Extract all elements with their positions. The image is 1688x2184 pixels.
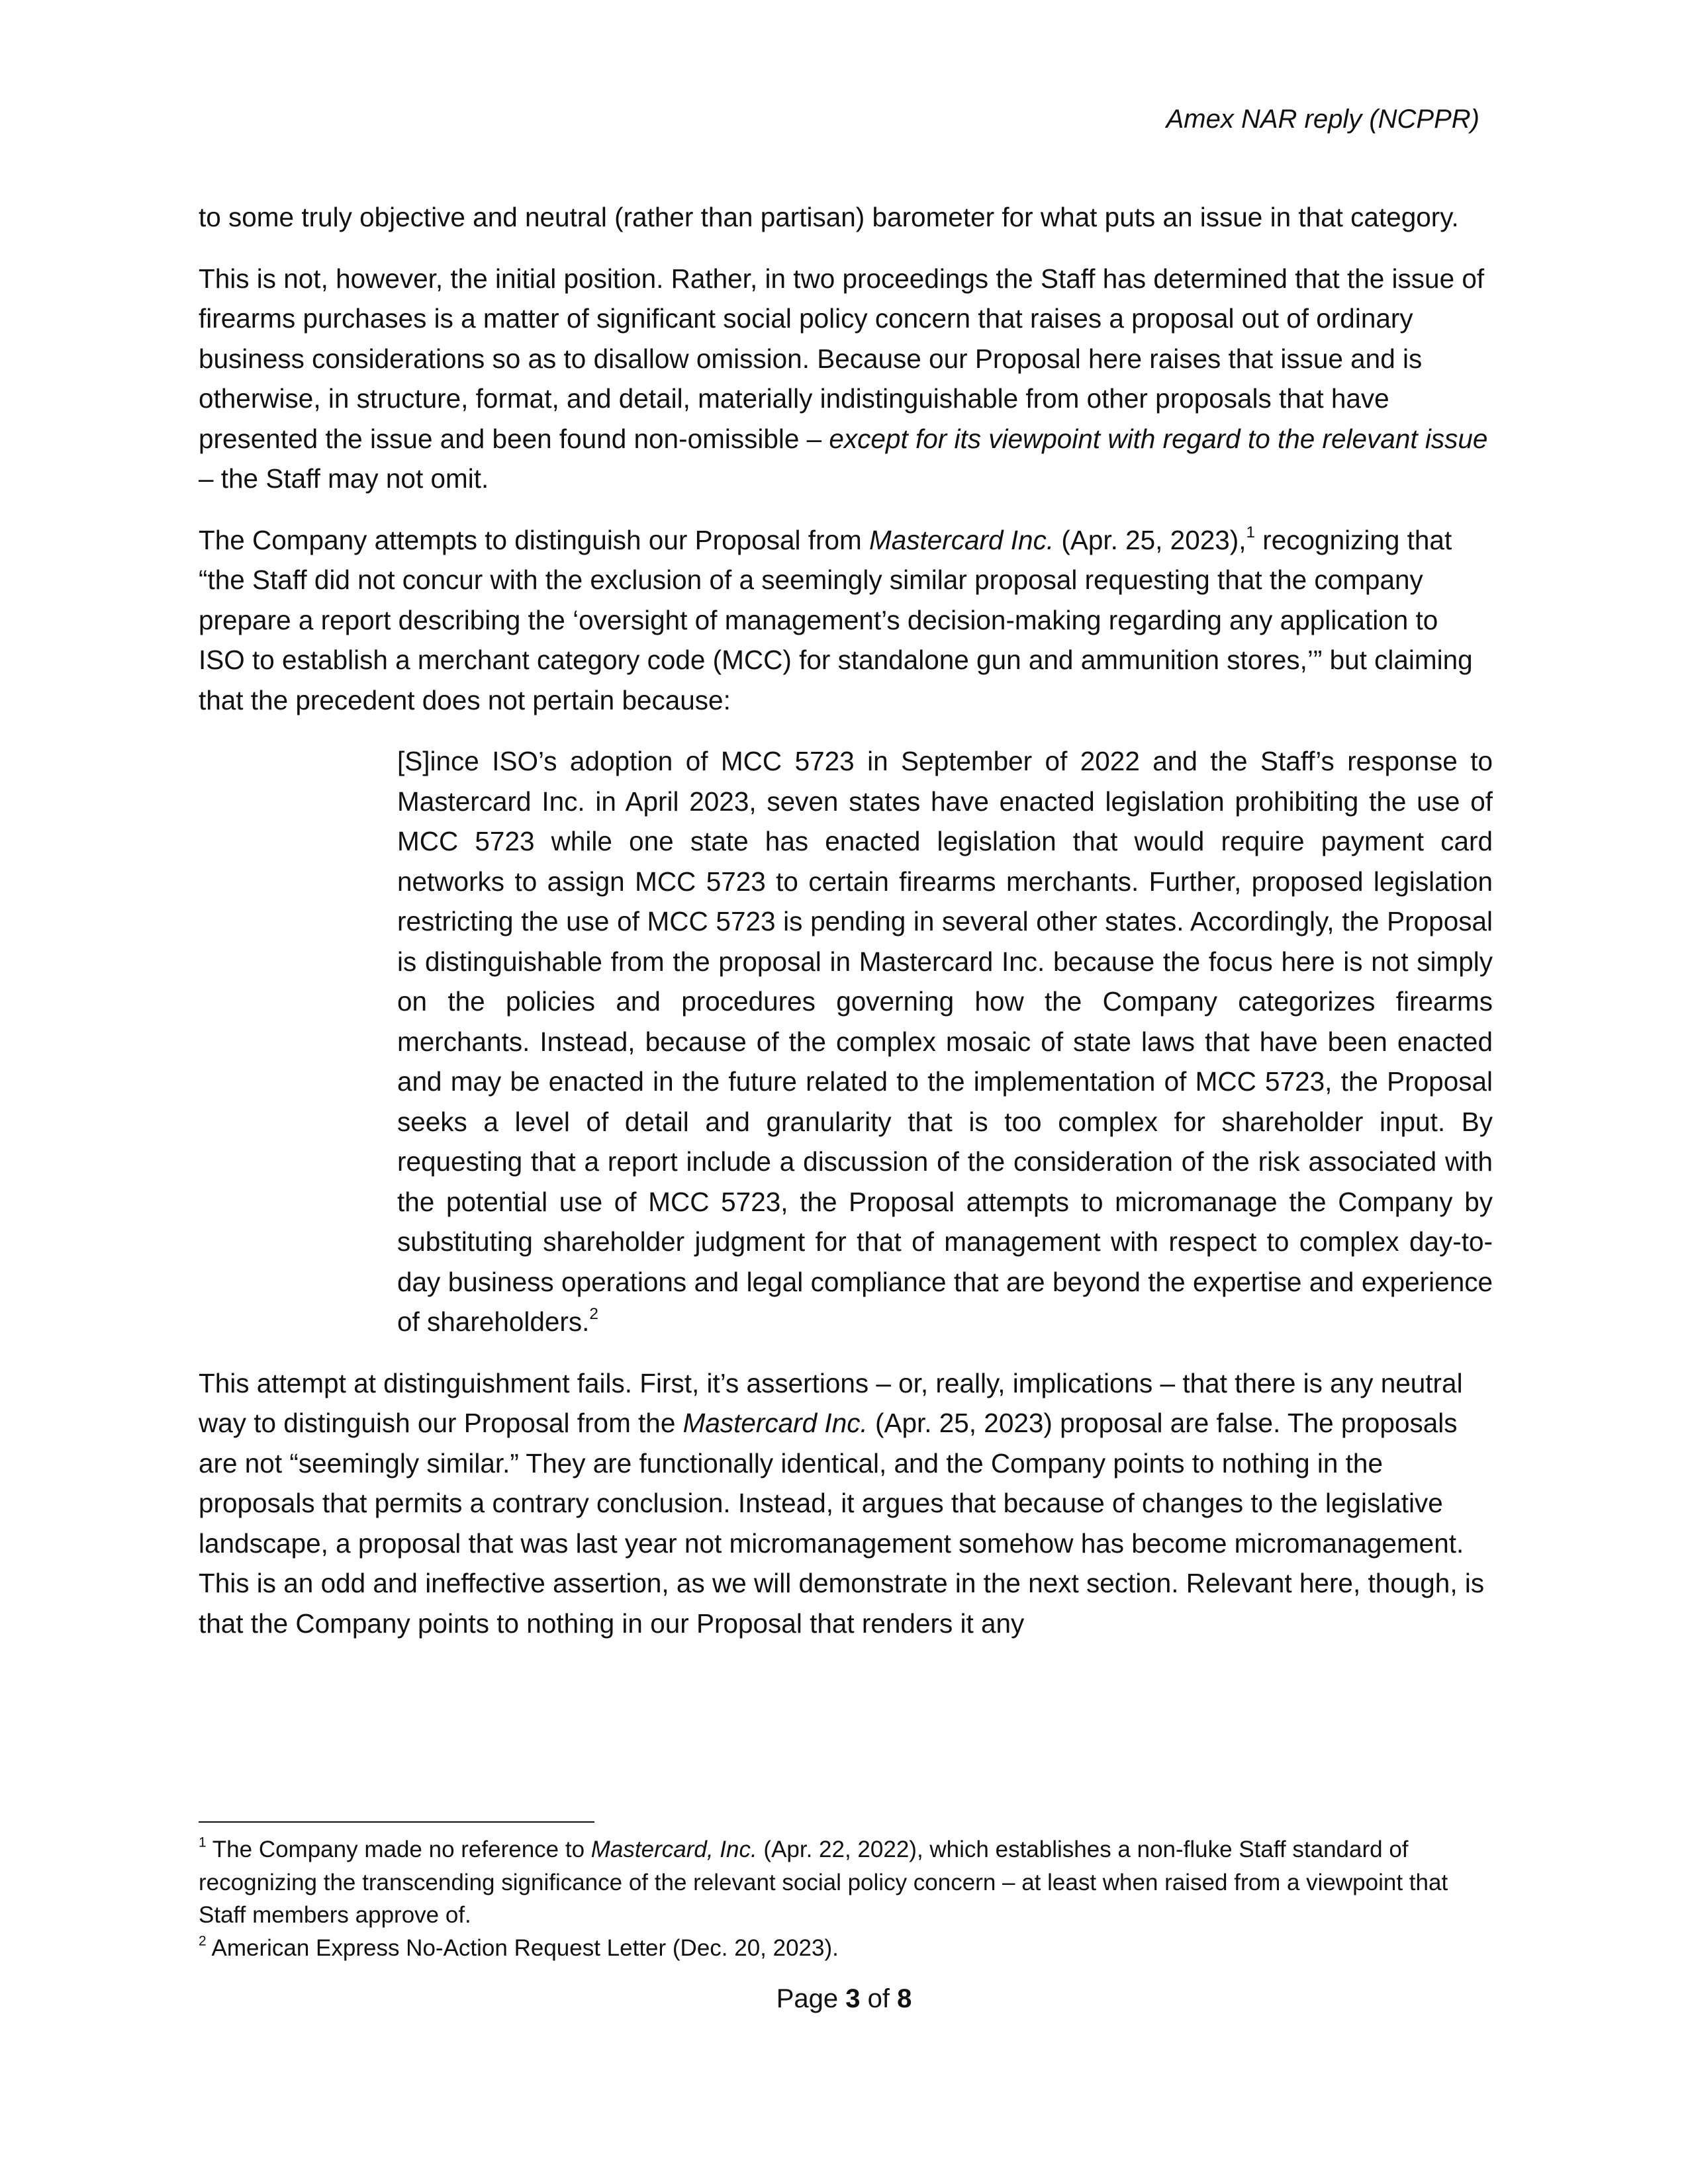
paragraph-1: to some truly objective and neutral (rather than partisan) barometer for what puts an issue in that category. xyxy=(199,202,1459,232)
current-page: 3 xyxy=(845,1984,861,2013)
footnote-1-number: 1 xyxy=(199,1835,207,1850)
paragraph-2-emphasis: except for its viewpoint with regard to the relevant issue xyxy=(829,423,1488,454)
paragraph-4 xyxy=(199,1363,1489,1644)
footnote-1 xyxy=(199,1833,1489,1932)
paragraph-2-end: – the Staff may not omit. xyxy=(199,463,489,494)
footnote-2 xyxy=(199,1932,1489,1965)
paragraph-4-start: This attempt at distinguishment fails. First, it’s assertions – or, really, implications – that there is any neutral way to distinguish our Proposal from the xyxy=(199,1367,1463,1438)
footnote-1-citation: Mastercard, Inc. xyxy=(590,1837,757,1862)
block-quote xyxy=(397,741,1493,1342)
footnote-1-start: The Company made no reference to xyxy=(206,1837,591,1862)
paragraph-2-text: This is not, however, the initial position. Rather, in two proceedings the Staff has determined that the issue of firearms purchases is a matter of significant social policy concern that raises a proposal out of ordinary business considerations so as to disallow omission. Because our Proposal here raises that issue and is otherwise, in structure, format, and detail, materially indistinguishable from other proposals that have presented the issue and been found non-omissible – xyxy=(199,263,1485,454)
footnote-1-end: (Apr. 22, 2022), which establishes a non-fluke Staff standard of recognizing the transcending significance of the relevant social policy concern – at least when raised from a viewpoint that Staff members approve of. xyxy=(199,1837,1448,1928)
of-label: of xyxy=(860,1984,898,2013)
paragraph-3-mid: (Apr. 25, 2023), xyxy=(1054,524,1246,555)
paragraph-3-start: The Company attempts to distinguish our Proposal from xyxy=(199,524,869,555)
footnote-2-text: American Express No-Action Request Letter (Dec. 20, 2023). xyxy=(206,1934,839,1961)
paragraph-4-end: (Apr. 25, 2023) proposal are false. The proposals are not “seemingly similar.” They are functionally identical, and the Company points to nothing in the proposals that permits a contrary conclusion. Instead, it argues that because of changes to the legislative landscape, a proposal that was last year not micromanagement somehow has become micromanagement. This is an odd and ineffective assertion, as we will demonstrate in the next section. Relevant here, though, is that the Company points to nothing in our Proposal that renders it any xyxy=(199,1408,1485,1639)
footnotes xyxy=(199,1833,1489,1964)
paragraph-3-end: recognizing that “the Staff did not concur with the exclusion of a seemingly similar proposal requesting that the company prepare a report describing the ‘oversight of management’s decision-making regarding any application to ISO to establish a merchant category code (MCC) for standalone gun and ammunition stores,’” but claiming that the precedent does not pertain because: xyxy=(199,524,1473,715)
block-quote-text: [S]ince ISO’s adoption of MCC 5723 in September of 2022 and the Staff’s response to Mastercard Inc. in April 2023, seven states have enacted legislation prohibiting the use of MCC 5723 while one state has enacted legislation that would require payment card networks to assign MCC 5723 to certain firearms merchants. Further, proposed legislation restricting the use of MCC 5723 is pending in several other states. Accordingly, the Proposal is distinguishable from the proposal in Mastercard Inc. because the focus here is not simply on the policies and procedures governing how the Company categorizes firearms merchants. Instead, because of the complex mosaic of state laws that have been enacted and may be enacted in the future related to the implementation of MCC 5723, the Proposal seeks a level of detail and granularity that is too complex for shareholder input. By requesting that a report include a discussion of the consideration of the risk associated with the potential use of MCC 5723, the Proposal attempts to micromanage the Company by substituting shareholder judgment for that of management with respect to complex day-to-day business operations and legal compliance that are beyond the expertise and experience of shareholders. xyxy=(397,746,1493,1337)
footnote-divider xyxy=(199,1821,594,1823)
footnote-2-number: 2 xyxy=(199,1933,207,1948)
total-pages: 8 xyxy=(897,1984,912,2013)
page-number xyxy=(0,1979,1688,2019)
footnote-ref-2[interactable]: 2 xyxy=(589,1304,598,1323)
footnote-ref-1[interactable]: 1 xyxy=(1246,523,1256,541)
case-citation: Mastercard Inc. xyxy=(682,1408,868,1438)
paragraph-3 xyxy=(199,520,1489,721)
case-citation: Mastercard Inc. xyxy=(868,524,1055,555)
document-body xyxy=(199,197,1493,1664)
page-label: Page xyxy=(776,1984,846,2013)
paragraph-2 xyxy=(199,259,1489,499)
running-header: Amex NAR reply (NCPPR) xyxy=(1166,105,1479,134)
